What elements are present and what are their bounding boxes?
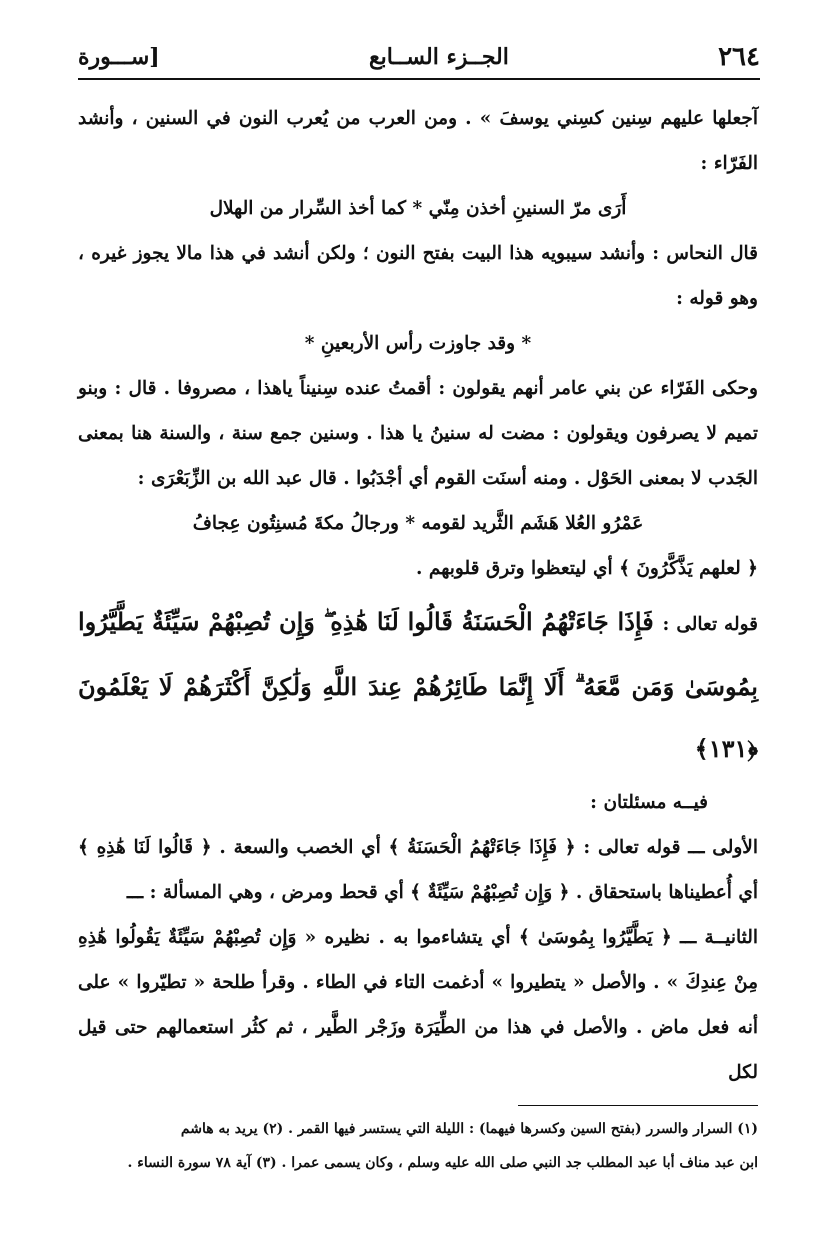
poetry-verse-1: أَرَى مرّ السنينِ أخذن مِنّي * كما أخذ السِّرار من الهلال — [209, 198, 627, 219]
page-header — [78, 36, 760, 80]
quran-verse-text: فَإِذَا جَاءَتْهُمُ الْحَسَنَةُ قَالُوا لَنَا هَٰذِهِ ۖ وَإِن تُصِبْهُمْ سَيِّئَةٌ يَطَّيَّرُوا بِمُوسَىٰ وَمَن مَّعَهُ ۗ أَلَا إِنَّمَا طَائِرُهُمْ عِندَ اللَّهِ وَلَٰكِنَّ أَكْثَرَهُمْ لَا يَعْلَمُونَ ﴿١٣١﴾ — [78, 607, 758, 763]
paragraph-3: وحكى الفَرّاء عن بني عامر أنهم يقولون : أقمتُ عنده سِنيناً ياهذا ، مصروفا . قال : وبنو تميم لا يصرفون ويقولون : مضت له سنينُ يا هذا . وسنين جمع سنة ، والسنة هنا بمعنى الجَدب لا بمعنى الحَوْل . ومنه أسنَت القوم أي أجْدَبُوا . قال عبد الله بن الزِّبَعْرَى : — [78, 378, 758, 489]
paragraph-4: ﴿ لعلهم يَذَّكَّرُونَ ﴾ أي ليتعظوا وترق قلوبهم . — [416, 558, 758, 579]
footnotes — [78, 1105, 758, 1180]
quran-intro: قوله تعالى : — [662, 614, 759, 635]
footnote-line-2: ابن عبد مناف أبا عبد المطلب جد النبي صلى الله عليه وسلم ، وكان يسمى عمرا . (٣) آية ٧٨ سورة النساء . — [127, 1155, 758, 1171]
quran-verse-block — [78, 591, 758, 780]
page-body — [78, 96, 758, 1095]
page-number: ٢٦٤ — [718, 42, 760, 72]
paragraph-2: قال النحاس : وأنشد سيبويه هذا البيت بفتح النون ؛ ولكن أنشد في هذا مالا يجوز غيره ، وهو قوله : — [78, 243, 758, 309]
part-title: الجــزء الســابع — [368, 44, 509, 70]
poetry-verse-2: * وقد جاوزت رأس الأربعينِ * — [304, 333, 532, 354]
paragraph-5: الأولى ـــ قوله تعالى : ﴿ فَإِذَا جَاءَتْهُمُ الْحَسَنَةُ ﴾ أي الخصب والسعة . ﴿ قَالُوا لَنَا هَٰذِهِ ﴾ أي أُعطيناها باستحقاق . ﴿ وَإِن تُصِبْهُمْ سَيِّئَةٌ ﴾ أي قحط ومرض ، وهي المسألة : ـــ — [78, 837, 758, 903]
paragraph-6: الثانيــة ـــ ﴿ يَطَّيَّرُوا بِمُوسَىٰ ﴾ أي يتشاءموا به . نظيره « وَإِن تُصِبْهُمْ سَيِّئَةٌ يَقُولُوا هَٰذِهِ مِنْ عِندِكَ » . والأصل « يتطيروا » أدغمت التاء في الطاء . وقرأ طلحة « تطيّروا » على أنه فعل ماض . والأصل في هذا من الطِّيَرَة وزَجْر الطَّير ، ثم كثُر استعمالهم حتى قيل لكل — [78, 927, 758, 1083]
surah-label: [ســـورة — [78, 44, 160, 70]
footnote-divider — [518, 1105, 758, 1106]
footnote-line-1: (١) السرار والسرر (بفتح السين وكسرها فيهما) : الليلة التي يستسر فيها القمر . (٢) يريد به هاشم — [180, 1121, 758, 1137]
paragraph-1: آجعلها عليهم سِنين كسِني يوسفَ » . ومن العرب من يُعرب النون في السنين ، وأنشد الفَرّاء : — [78, 108, 758, 174]
section-title: فيــه مسئلتان : — [590, 792, 708, 813]
poetry-verse-3: عَمْرُو العُلا هَشَم الثَّريد لقومه * ورجالُ مكةَ مُسنِتُون عِجافُ — [192, 513, 644, 534]
